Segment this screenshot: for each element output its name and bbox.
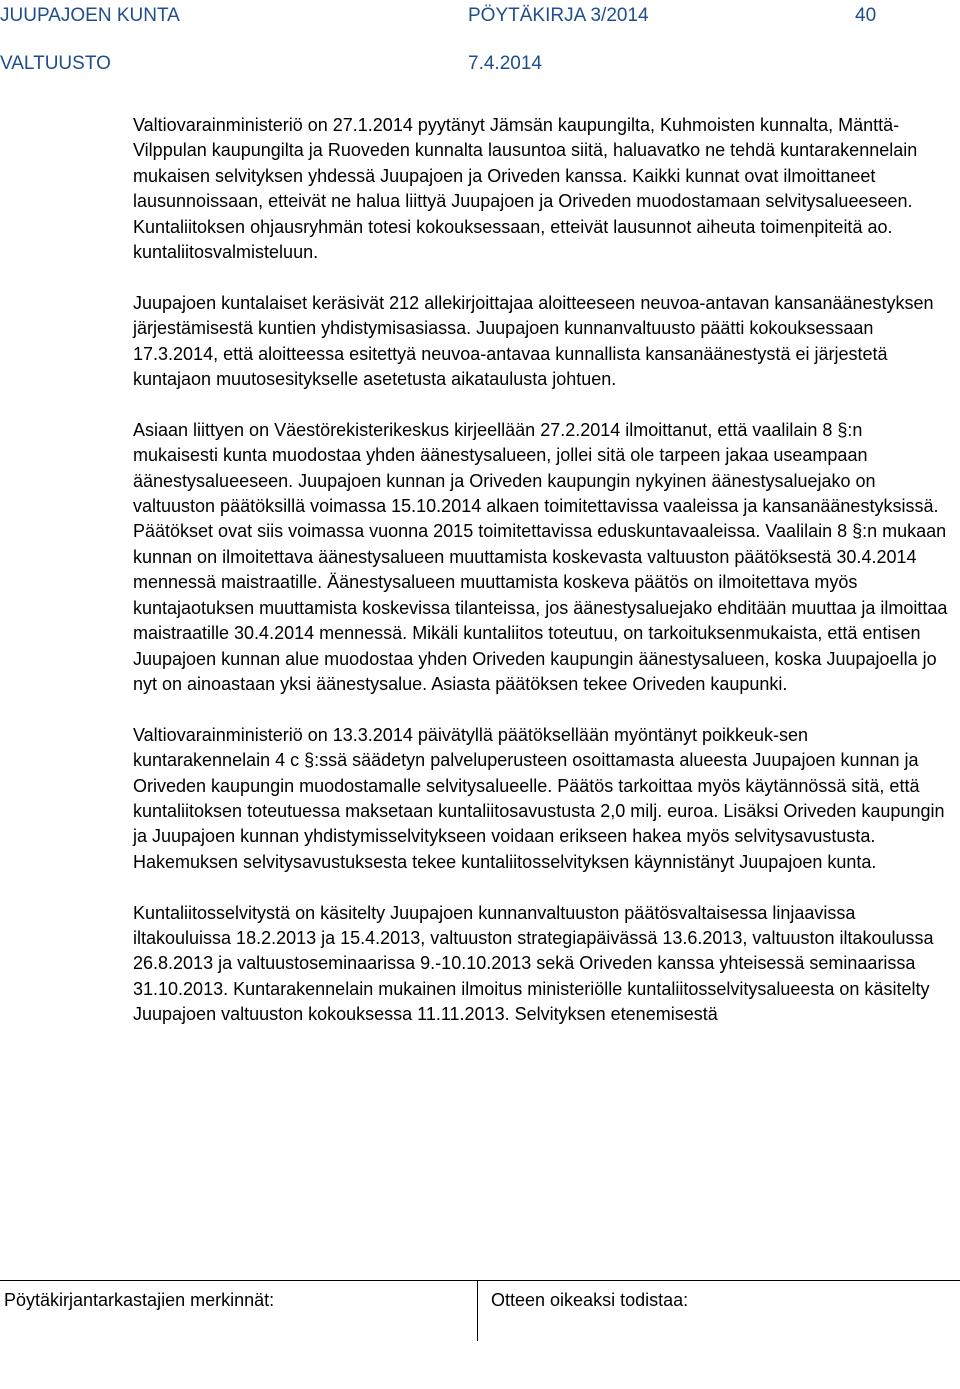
- sentence: Juupajoen kunnan ja Oriveden kaupungin nykyinen äänestysaluejako on valtuuston päätöksillä voimassa 15.10.2014 alkaen toimitettavissa vaaleissa ja kansanäänestyksissä.: [133, 470, 939, 517]
- header-body-name: VALTUUSTO: [0, 53, 111, 74]
- paragraph: [133, 418, 948, 697]
- sentence: Kaikki kunnat ovat ilmoittaneet lausunnoissaan, etteivät ne halua liittyä Juupajoen ja Oriveden muodostamaan selvitysalueeseen.: [133, 165, 913, 212]
- paragraph: [133, 901, 948, 1028]
- header-organization: JUUPAJOEN KUNTA: [0, 5, 180, 26]
- sentence: Hakemuksen selvitysavustuksesta tekee kuntaliitosselvityksen käynnistänyt Juupajoen kunta.: [133, 851, 877, 872]
- sentence: Päätökset ovat siis voimassa vuonna 2015 toimitettavissa eduskuntavaaleissa.: [133, 521, 761, 542]
- sentence: Valtiovarainministeriö on 27.1.2014 pyytänyt Jämsän kaupungilta, Kuhmoisten kunnalta, Mänttä-Vilppulan kaupungilta ja Ruoveden kunnalta lausuntoa siitä, haluavatko ne tehdä kuntarakennelain mukaisen selvityksen yhdessä Juupajoen ja Oriveden kanssa.: [133, 115, 918, 186]
- sentence: Kuntarakennelain mukainen ilmoitus ministeriölle kuntaliitosselvitysalueesta on käsitelty Juupajoen valtuuston kokouksessa 11.11.2013.: [133, 978, 930, 1025]
- sentence: Juupajoen kunnanvaltuusto päätti kokouksessaan 17.3.2014, että aloitteessa esitettyä neuvoa-antavaa kunnallista kansanäänestystä ei järjestetä kuntajaon muutosesitykselle asetetusta aikataulusta johtuen.: [133, 318, 888, 390]
- paragraph: [133, 291, 948, 393]
- sentence: Asiasta päätöksen tekee Oriveden kaupunki.: [431, 673, 788, 694]
- paragraph: [133, 113, 948, 265]
- document-body: [133, 113, 948, 1028]
- sentence: Valtiovarainministeriö on 13.3.2014 päivätyllä päätöksellään myöntänyt poikkeuk-sen kuntarakennelain 4 c §:ssä säädetyn palveluperusteen osoittamasta alueesta Juupajoen kunnan ja Oriveden kaupungin muodostamalle selvitysalueelle.: [133, 724, 919, 796]
- footer-certification-box: [478, 1281, 960, 1341]
- header-page-number: 40: [855, 5, 877, 26]
- sentence: Kuntaliitosselvitystä on käsitelty Juupajoen kunnanvaltuuston päätösvaltaisessa linjaavissa iltakouluissa 18.2.2013 ja 15.4.2013, valtuuston strategiapäivässä 13.6.2013, valtuuston iltakoulussa 26.8.2013 ja valtuustoseminaarissa 9.-10.10.2013 sekä Oriveden kanssa yhteisessä seminaarissa 31.10.2013.: [133, 902, 934, 999]
- footer-inspectors-label: Pöytäkirjantarkastajien merkinnät:: [4, 1290, 275, 1310]
- sentence: Juupajoen kuntalaiset keräsivät 212 allekirjoittajaa aloitteeseen neuvoa-antavan kansanäänestyksen järjestämisestä kuntien yhdistymisasiassa.: [133, 292, 934, 339]
- footer-certification-label: Otteen oikeaksi todistaa:: [491, 1290, 689, 1310]
- footer: [0, 1280, 960, 1341]
- header-document-title: PÖYTÄKIRJA 3/2014: [468, 5, 649, 26]
- sentence: Selvityksen etenemisestä: [514, 1004, 718, 1025]
- sentence: Äänestysalueen muuttamista koskeva päätös on ilmoitettava myös kuntajaotuksen muuttamista koskevissa tilanteissa, jos äänestysaluejako ehditään muuttaa ja ilmoittaa maistraatille 30.4.2014 mennessä.: [133, 572, 948, 644]
- sentence: Asiaan liittyen on Väestörekisterikeskus kirjeellään 27.2.2014 ilmoittanut, että vaalilain 8 §:n mukaisesti kunta muodostaa yhden äänestysalueen, jollei sitä ole tarpeen jakaa useampaan äänestysalueeseen.: [133, 419, 868, 491]
- sentence: Kuntaliitoksen ohjausryhmän totesi kokouksessaan, etteivät lausunnot aiheuta toimenpiteitä ao. kuntaliitosvalmisteluun.: [133, 216, 893, 263]
- sentence: Vaalilain 8 §:n mukaan kunnan on ilmoitettava äänestysalueen muuttamista koskevasta valtuuston päätöksestä 30.4.2014 mennessä maistraatille.: [133, 521, 947, 593]
- header-date: 7.4.2014: [468, 53, 542, 74]
- footer-inspectors-box: [0, 1281, 478, 1341]
- sentence: Päätös tarkoittaa myös käytännössä sitä, että kuntaliitoksen toteutuessa maksetaan kuntaliitosavustusta 2,0 milj. euroa.: [133, 775, 920, 821]
- sentence: Mikäli kuntaliitos toteutuu, on tarkoituksenmukaista, että entisen Juupajoen kunnan alue muodostaa yhden Oriveden kaupungin äänestysalueen, koska Juupajoella jo nyt on ainoastaan yksi äänestysalue.: [133, 623, 937, 694]
- paragraph: [133, 723, 948, 875]
- sentence: Lisäksi Oriveden kaupungin ja Juupajoen kunnan yhdistymisselvitykseen voidaan erikseen hakea myös selvitysavustusta.: [133, 800, 945, 847]
